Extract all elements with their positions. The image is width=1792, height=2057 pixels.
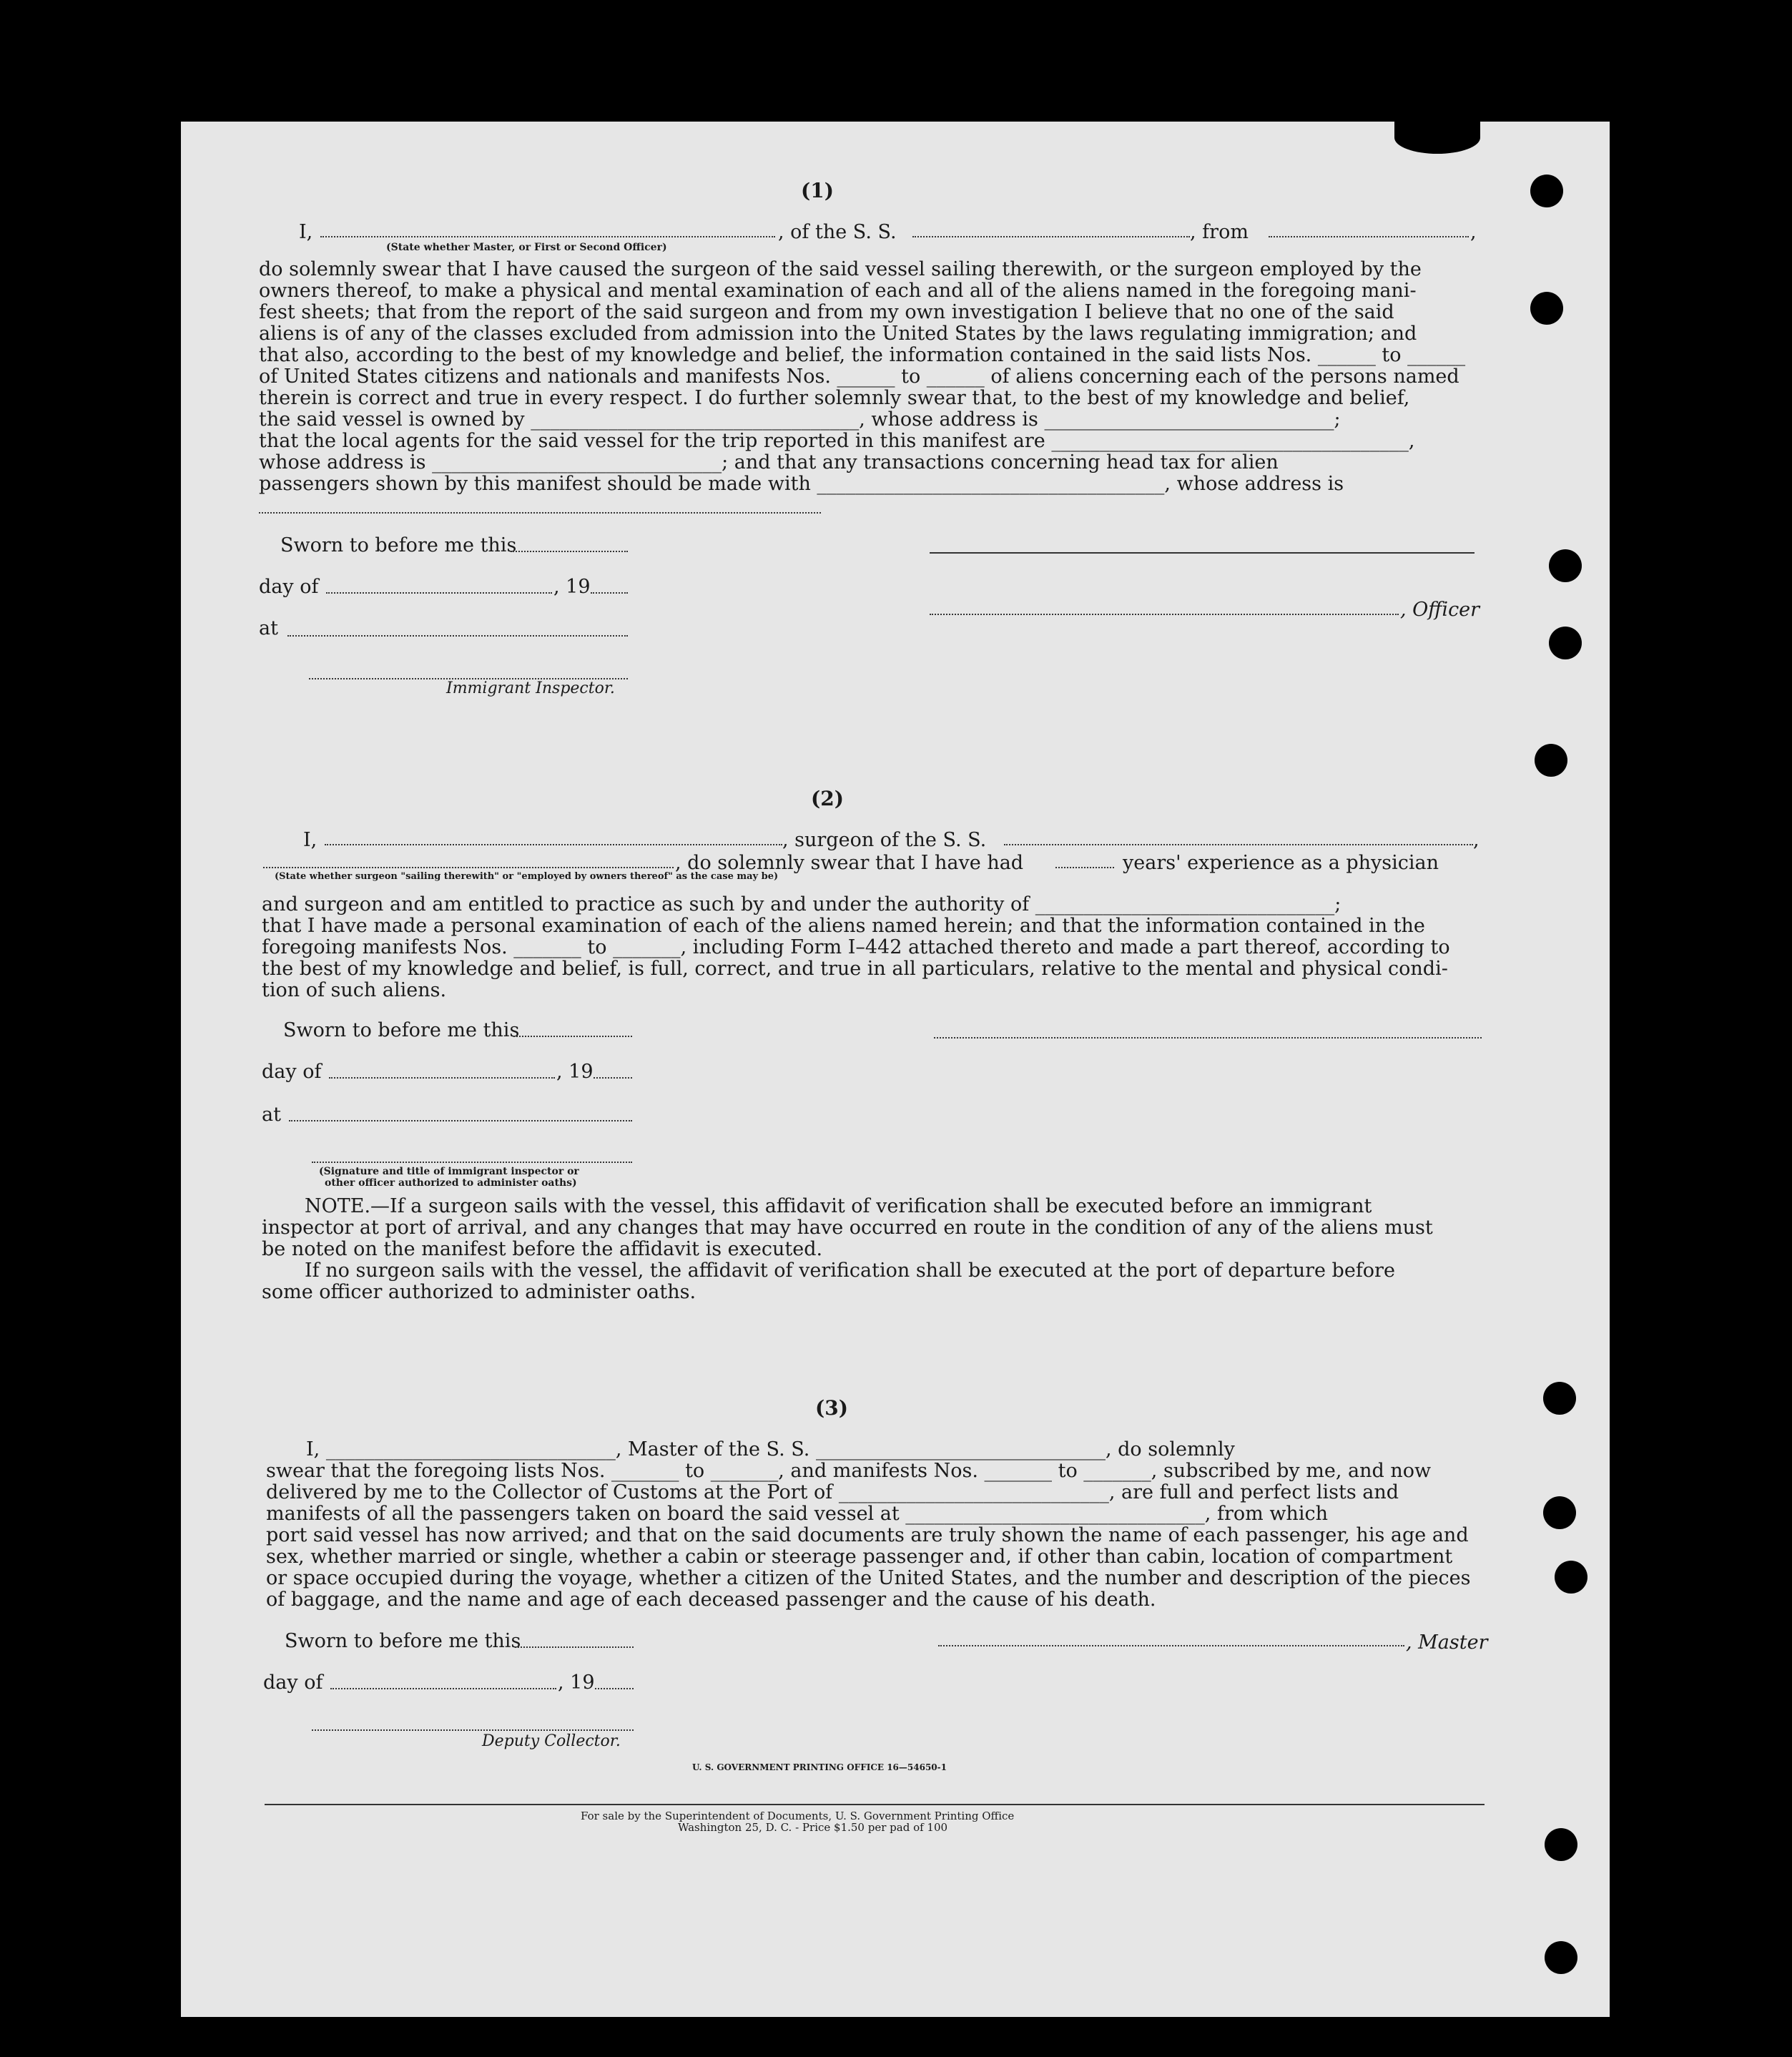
note-line: inspector at port of arrival, and any changes that may have occurred en route in the condition of any of the aliens must	[262, 1217, 1433, 1239]
body-line: passengers shown by this manifest should be made with ____________________________________, whose address is	[259, 473, 1344, 495]
punch-hole	[1545, 1828, 1577, 1861]
body-line: the said vessel is owned by __________________________________, whose address is ______________________________;	[259, 408, 1341, 431]
punch-hole	[1530, 175, 1563, 207]
note-line: NOTE.—If a surgeon sails with the vessel, this affidavit of verification shall be executed before an immigrant	[305, 1195, 1372, 1217]
body-line: port said vessel has now arrived; and that on the said documents are truly shown the name of each passenger, his age and	[266, 1524, 1469, 1546]
deputy-collector-label: Deputy Collector.	[482, 1732, 621, 1750]
body-line: fest sheets; that from the report of the said surgeon and from my own investigation I believe that no one of the said	[259, 301, 1394, 323]
section-2-number: (2)	[811, 787, 844, 810]
section-1-number: (1)	[801, 179, 834, 202]
at-place-field[interactable]	[289, 1120, 632, 1121]
at-label: at	[262, 1104, 281, 1126]
month-field[interactable]	[326, 592, 552, 594]
master-signature-field[interactable]	[938, 1645, 1404, 1646]
punch-hole	[1543, 1496, 1576, 1529]
section-1-i: I,	[299, 221, 313, 243]
sworn-date-field[interactable]	[511, 551, 628, 552]
year-field[interactable]	[595, 1688, 634, 1689]
surgeon-vessel-field[interactable]	[1004, 844, 1473, 845]
section-2-i: I,	[303, 829, 317, 851]
day-of-label: day of	[262, 1061, 322, 1083]
surgeon-name-field[interactable]	[325, 844, 782, 845]
body-line: whose address is ______________________________; and that any transactions concerning head tax for alien	[259, 451, 1279, 473]
punch-hole	[1530, 292, 1563, 325]
punch-hole	[1555, 1561, 1587, 1594]
body-line: and surgeon and am entitled to practice as such by and under the authority of _______________________________;	[262, 893, 1341, 915]
body-line: that the local agents for the said vessel for the trip reported in this manifest are _____________________________________,	[259, 430, 1415, 452]
month-field[interactable]	[329, 1077, 555, 1079]
surgeon-signature-field[interactable]	[934, 1037, 1482, 1039]
note-line: be noted on the manifest before the affidavit is executed.	[262, 1238, 823, 1260]
punch-hole	[1549, 549, 1582, 582]
gpo-imprint: U. S. GOVERNMENT PRINTING OFFICE 16—54650-1	[692, 1762, 947, 1772]
from-comma: ,	[1470, 221, 1477, 243]
master-label: , Master	[1406, 1631, 1488, 1654]
surgeon-of-label: , surgeon of the S. S.	[782, 829, 987, 851]
at-place-field[interactable]	[287, 635, 628, 637]
punch-hole	[1549, 627, 1582, 659]
punch-hole	[1545, 1941, 1577, 1974]
from-label: , from	[1190, 221, 1249, 243]
sworn-label: Sworn to before me this	[283, 1019, 520, 1041]
section-2-note	[262, 1196, 1483, 1303]
day-of-label: day of	[263, 1671, 323, 1694]
body-line: foregoing manifests Nos. _______ to _______, including Form I–442 attached thereto and made a part thereof, according to	[262, 936, 1450, 958]
year-field[interactable]	[594, 1077, 632, 1079]
punch-hole	[1535, 744, 1567, 777]
body-line: of United States citizens and nationals and manifests Nos. ______ to ______ of aliens concerning each of the persons named	[259, 365, 1459, 388]
signature-hint: (Signature and title of immigrant inspector or	[319, 1166, 579, 1177]
body-line: manifests of all the passengers taken on board the said vessel at _______________________________, from which	[266, 1503, 1328, 1525]
sworn-label: Sworn to before me this	[280, 534, 517, 556]
body-line: or space occupied during the voyage, whether a citizen of the United States, and the number and description of the pieces	[266, 1567, 1471, 1589]
signature-hint: other officer authorized to administer oaths)	[325, 1177, 577, 1189]
vessel-name-field[interactable]	[912, 236, 1190, 237]
body-line: that I have made a personal examination of each of the aliens named herein; and that the information contained in the	[262, 915, 1425, 937]
surgeon-status-field[interactable]	[263, 867, 674, 868]
immigrant-inspector-label: Immigrant Inspector.	[446, 679, 615, 697]
officer-name-field[interactable]	[930, 614, 1399, 615]
of-ss-label: , of the S. S.	[778, 221, 897, 243]
punch-hole	[1543, 1382, 1576, 1415]
torn-corner	[1394, 122, 1480, 154]
from-port-field[interactable]	[1269, 236, 1469, 237]
day-of-label: day of	[259, 576, 319, 598]
body-line: the best of my knowledge and belief, is full, correct, and true in all particulars, relative to the mental and physical condi-	[262, 958, 1448, 980]
years-label: years' experience as a physician	[1123, 852, 1439, 874]
officer-label: , Officer	[1400, 599, 1480, 621]
sale-notice: Washington 25, D. C. - Price $1.50 per pad of 100	[678, 1821, 948, 1834]
body-line: swear that the foregoing lists Nos. _______ to _______, and manifests Nos. _______ to _______, subscribed by me, and now	[266, 1460, 1432, 1482]
address-continuation-field[interactable]	[259, 512, 821, 514]
year-label: , 19	[556, 1061, 594, 1083]
footer-rule	[265, 1804, 1485, 1805]
section-3-number: (3)	[815, 1396, 848, 1420]
month-field[interactable]	[330, 1688, 556, 1689]
sale-notice: For sale by the Superintendent of Documents, U. S. Government Printing Office	[581, 1810, 1015, 1822]
year-label: , 19	[558, 1671, 595, 1694]
body-line: of baggage, and the name and age of each deceased passenger and the cause of his death.	[266, 1589, 1156, 1611]
officer-signature-line[interactable]	[930, 552, 1475, 554]
section-2-body	[262, 894, 1480, 1001]
note-line: If no surgeon sails with the vessel, the affidavit of verification shall be executed at the port of departure before	[305, 1260, 1395, 1282]
officer-rank-hint: (State whether Master, or First or Second Officer)	[386, 242, 667, 253]
body-line: that also, according to the best of my knowledge and belief, the information contained in the said lists Nos. ______ to ______	[259, 344, 1466, 366]
sworn-date-field[interactable]	[513, 1036, 632, 1037]
surgeon-status-hint: (State whether surgeon "sailing therewith" or "employed by owners thereof" as the case may be)	[275, 871, 779, 882]
section-3-body	[266, 1439, 1485, 1611]
year-field[interactable]	[591, 592, 628, 594]
body-line: owners thereof, to make a physical and mental examination of each and all of the aliens named in the foregoing mani-	[259, 280, 1417, 302]
swear-label: , do solemnly swear that I have had	[675, 852, 1024, 874]
sworn-date-field[interactable]	[515, 1646, 634, 1648]
sworn-label: Sworn to before me this	[285, 1630, 521, 1652]
officer-rank-field[interactable]	[320, 236, 775, 237]
year-label: , 19	[553, 576, 591, 598]
surgeon-comma: ,	[1473, 829, 1480, 851]
note-line: some officer authorized to administer oaths.	[262, 1281, 696, 1303]
section-1-body	[259, 259, 1475, 495]
body-line: delivered by me to the Collector of Customs at the Port of ____________________________, are full and perfect lists and	[266, 1481, 1399, 1503]
body-line: do solemnly swear that I have caused the surgeon of the said vessel sailing therewith, or the surgeon employed by the	[259, 258, 1422, 280]
body-line: sex, whether married or single, whether a cabin or steerage passenger and, if other than cabin, location of compartment	[266, 1546, 1453, 1568]
administering-officer-field[interactable]	[312, 1162, 632, 1163]
body-line: tion of such aliens.	[262, 979, 447, 1001]
body-line: therein is correct and true in every respect. I do further solemnly swear that, to the best of my knowledge and belief,	[259, 387, 1410, 409]
at-label: at	[259, 617, 278, 639]
years-field[interactable]	[1055, 867, 1114, 868]
body-line: I, ______________________________, Master of the S. S. ______________________________, do solemnly	[306, 1438, 1235, 1460]
body-line: aliens is of any of the classes excluded from admission into the United States by the laws regulating immigration; and	[259, 323, 1417, 345]
